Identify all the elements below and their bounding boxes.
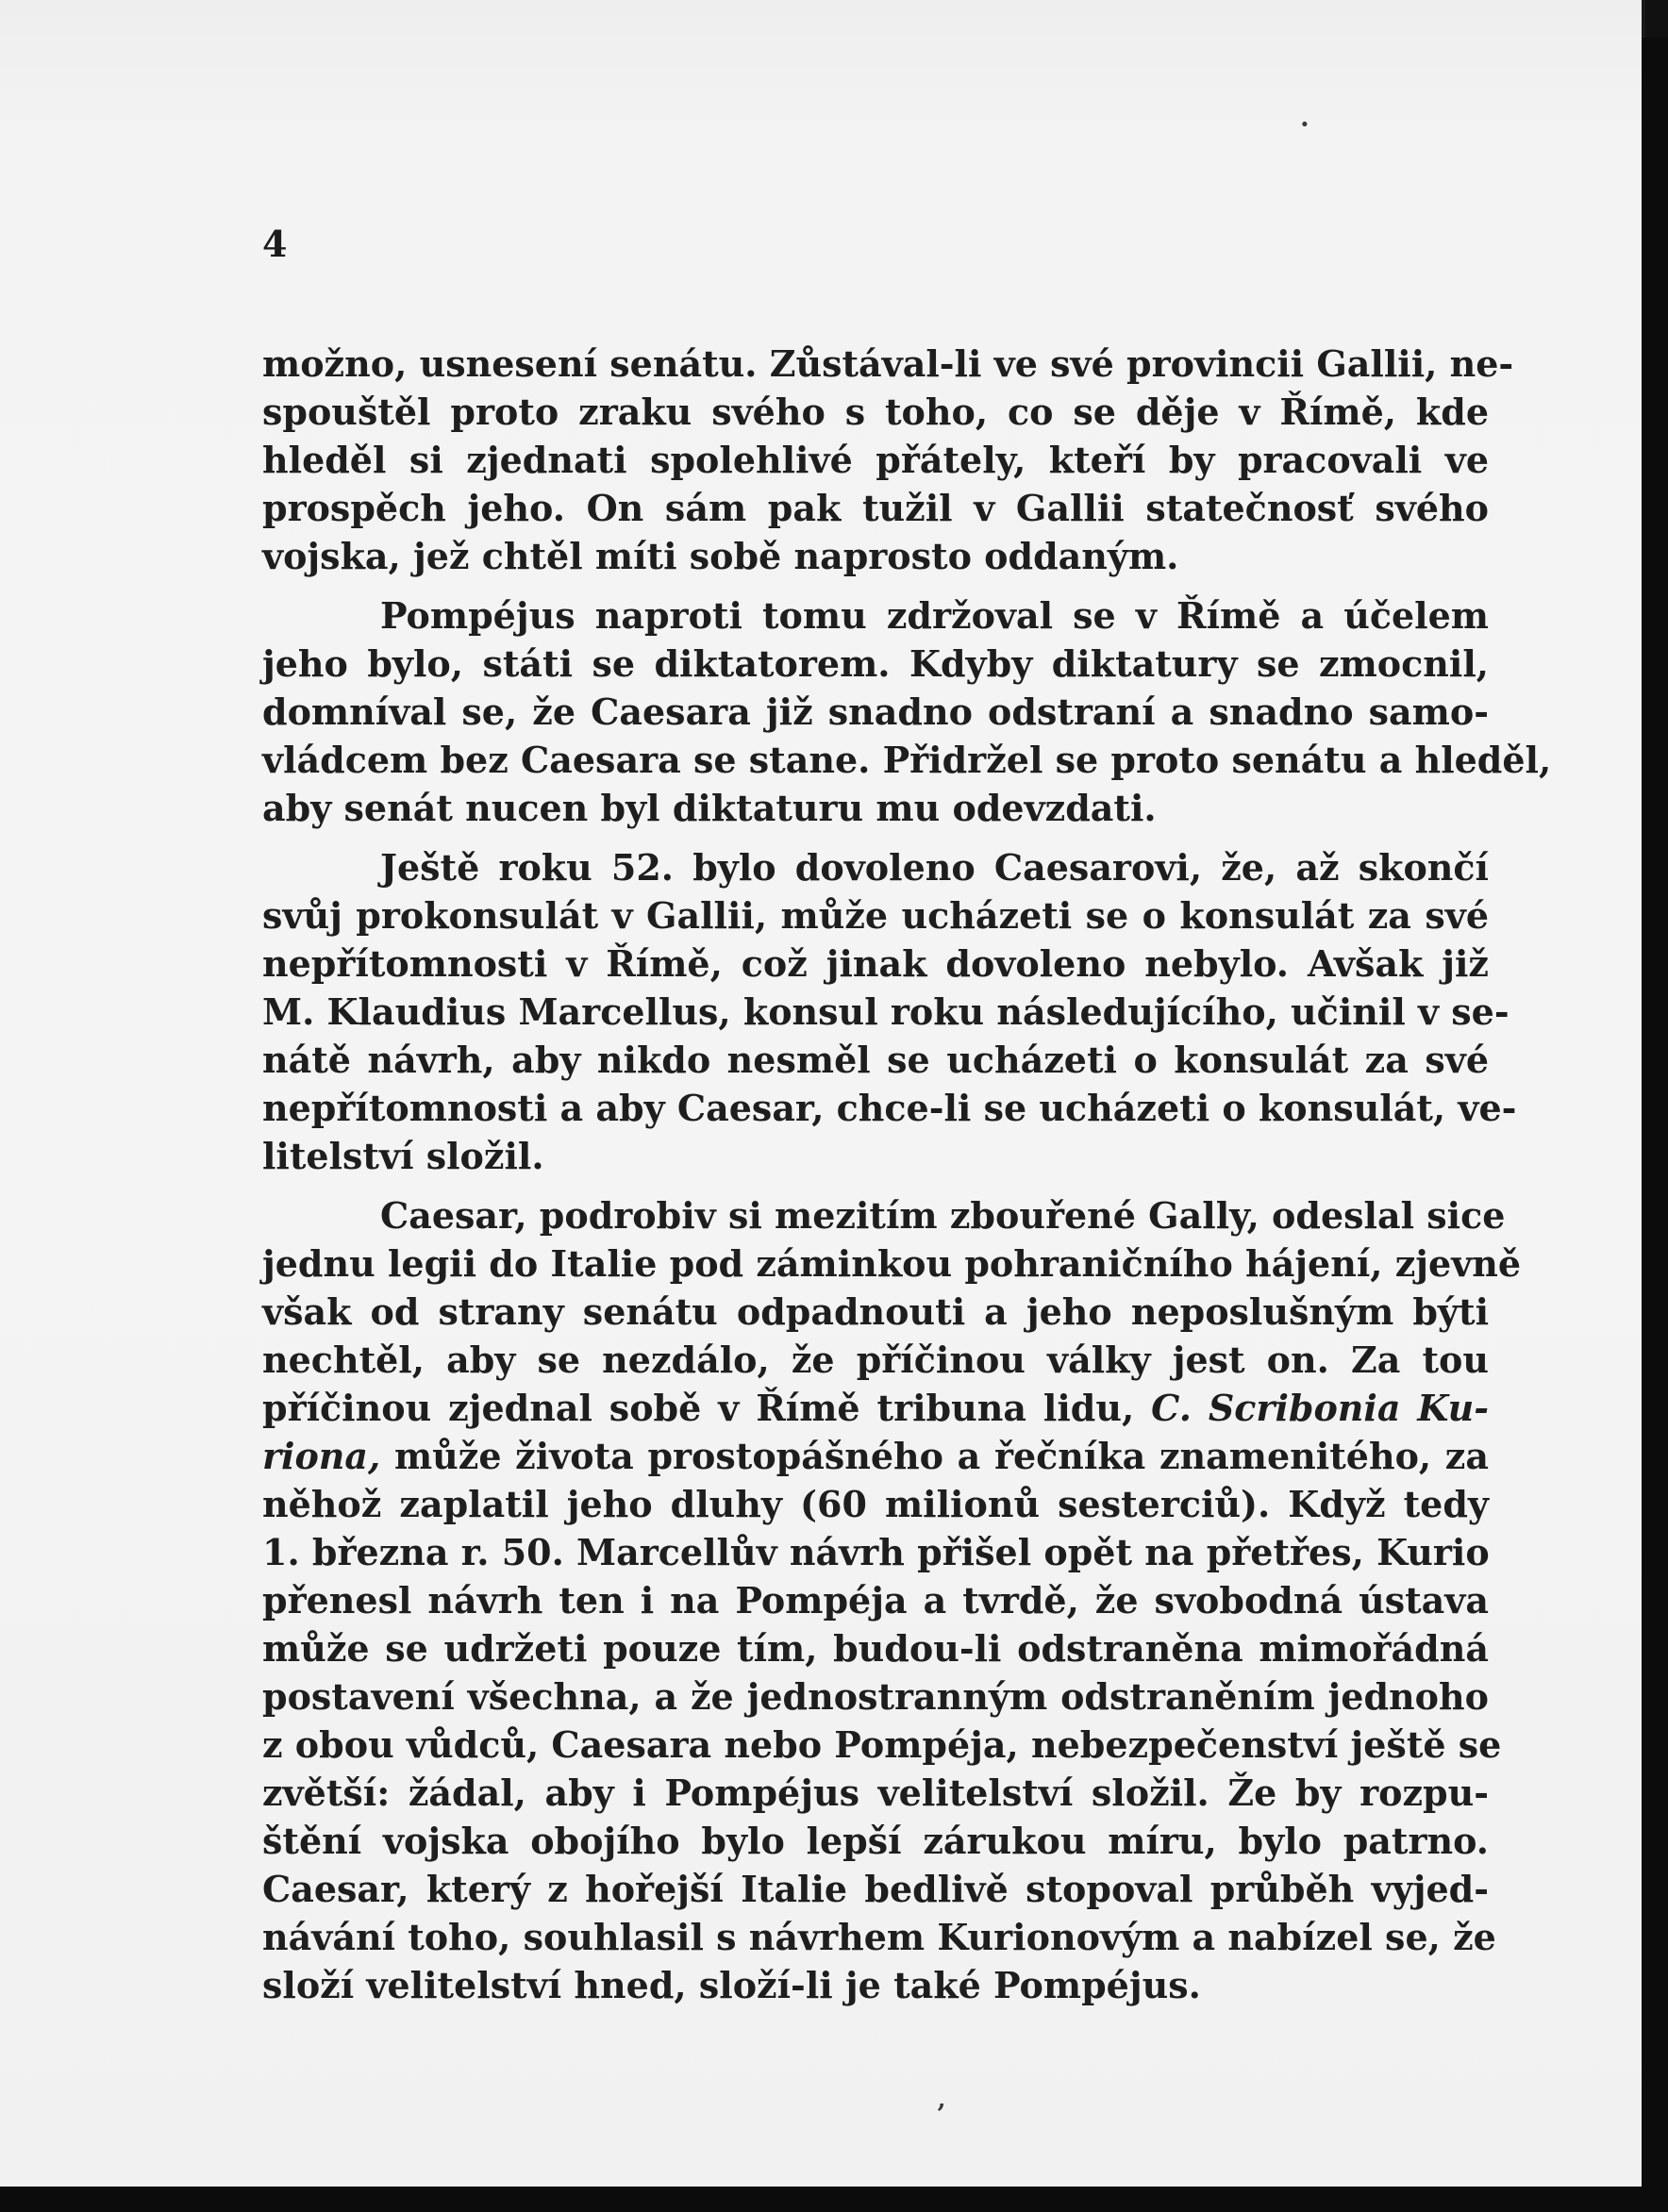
text-line: 1. března r. 50. Marcellův návrh přišel opět na přetřes, Kurio — [262, 1531, 1490, 1573]
text-line: nepřítomnosti v Římě, což jinak dovoleno nebylo. Avšak již — [262, 942, 1489, 985]
text-line: litelství složil. — [262, 1135, 544, 1177]
text-line: něhož zaplatil jeho dluhy (60 milionů sesterciů). Když tedy — [262, 1483, 1489, 1525]
text-line: M. Klaudius Marcellus, konsul roku následujícího, učinil v se- — [262, 990, 1510, 1033]
scan-speck: · — [1300, 108, 1309, 140]
text-line: hleděl si zjednati spolehlivé přátely, kteří by pracovali ve — [262, 439, 1489, 481]
text-line — [262, 1384, 1489, 1432]
text-line: nátě návrh, aby nikdo nesměl se ucházeti o konsulát za své — [262, 1039, 1489, 1081]
paragraph-2 — [262, 591, 1552, 832]
page-number: 4 — [262, 223, 288, 265]
body-text — [262, 340, 1552, 2009]
text-line — [262, 1432, 1489, 1480]
text-line: štění vojska obojího bylo lepší zárukou míru, bylo patrno. — [262, 1820, 1489, 1862]
text-line: jednu legii do Italie pod záminkou pohraničního hájení, zjevně — [262, 1242, 1522, 1285]
text-line: Pompéjus naproti tomu zdržoval se v Římě a účelem — [380, 594, 1489, 637]
text-segment: může života prostopášného a řečníka znamenitého, za — [393, 1435, 1490, 1477]
text-line: Ještě roku 52. bylo dovoleno Caesarovi, že, až skončí — [380, 846, 1489, 889]
scan-border-bottom — [0, 2187, 1668, 2212]
text-line: Caesar, který z hořejší Italie bedlivě stopoval průběh vyjed- — [262, 1868, 1489, 1910]
text-line: Caesar, podrobiv si mezitím zbouřené Gally, odeslal sice — [380, 1194, 1506, 1237]
paragraph-1 — [262, 340, 1514, 580]
text-line: však od strany senátu odpadnouti a jeho neposlušným býti — [262, 1290, 1489, 1333]
text-line: domníval se, že Caesara již snadno odstraní a snadno samo- — [262, 690, 1489, 733]
italic-name: C. Scribonia Ku- — [1151, 1387, 1489, 1429]
text-line: jeho bylo, státi se diktatorem. Kdyby diktatury se zmocnil, — [262, 642, 1489, 685]
paragraph-4 — [262, 1191, 1522, 2009]
text-line: svůj prokonsulát v Gallii, může ucházeti se o konsulát za své — [262, 894, 1489, 937]
text-line: vládcem bez Caesara se stane. Přidržel se proto senátu a hleděl, — [262, 739, 1552, 781]
text-line: zvětší: žádal, aby i Pompéjus velitelství složil. Že by rozpu- — [262, 1771, 1489, 1814]
text-segment: příčinou zjednal sobě v Římě tribuna lidu, — [262, 1387, 1135, 1429]
text-line: prospěch jeho. On sám pak tužil v Gallii statečnosť svého — [262, 487, 1489, 529]
text-line: postavení všechna, a že jednostranným odstraněním jednoho — [262, 1675, 1489, 1718]
text-line: vojska, jež chtěl míti sobě naprosto oddaným. — [262, 535, 1179, 577]
italic-name: riona, — [262, 1435, 381, 1477]
text-line: spouštěl proto zraku svého s toho, co se děje v Římě, kde — [262, 391, 1489, 433]
text-line: nechtěl, aby se nezdálo, že příčinou války jest on. Za tou — [262, 1339, 1489, 1381]
text-line: návání toho, souhlasil s návrhem Kurionovým a nabízel se, že — [262, 1916, 1496, 1958]
scan-speck: ʼ — [936, 2099, 945, 2130]
text-line: aby senát nucen byl diktaturu mu odevzdati. — [262, 787, 1157, 829]
text-line: z obou vůdců, Caesara nebo Pompéja, nebezpečenství ještě se — [262, 1723, 1502, 1766]
paragraph-3 — [262, 843, 1517, 1180]
scan-border-right — [1642, 38, 1668, 2212]
text-line: složí velitelství hned, složí-li je také Pompéjus. — [262, 1964, 1201, 2006]
text-line: přenesl návrh ten i na Pompéja a tvrdě, že svobodná ústava — [262, 1579, 1489, 1622]
text-line: může se udržeti pouze tím, budou-li odstraněna mimořádná — [262, 1627, 1489, 1670]
text-line: nepřítomnosti a aby Caesar, chce-li se ucházeti o konsulát, ve- — [262, 1087, 1517, 1129]
text-line: možno, usnesení senátu. Zůstával-li ve své provincii Gallii, ne- — [262, 342, 1514, 385]
